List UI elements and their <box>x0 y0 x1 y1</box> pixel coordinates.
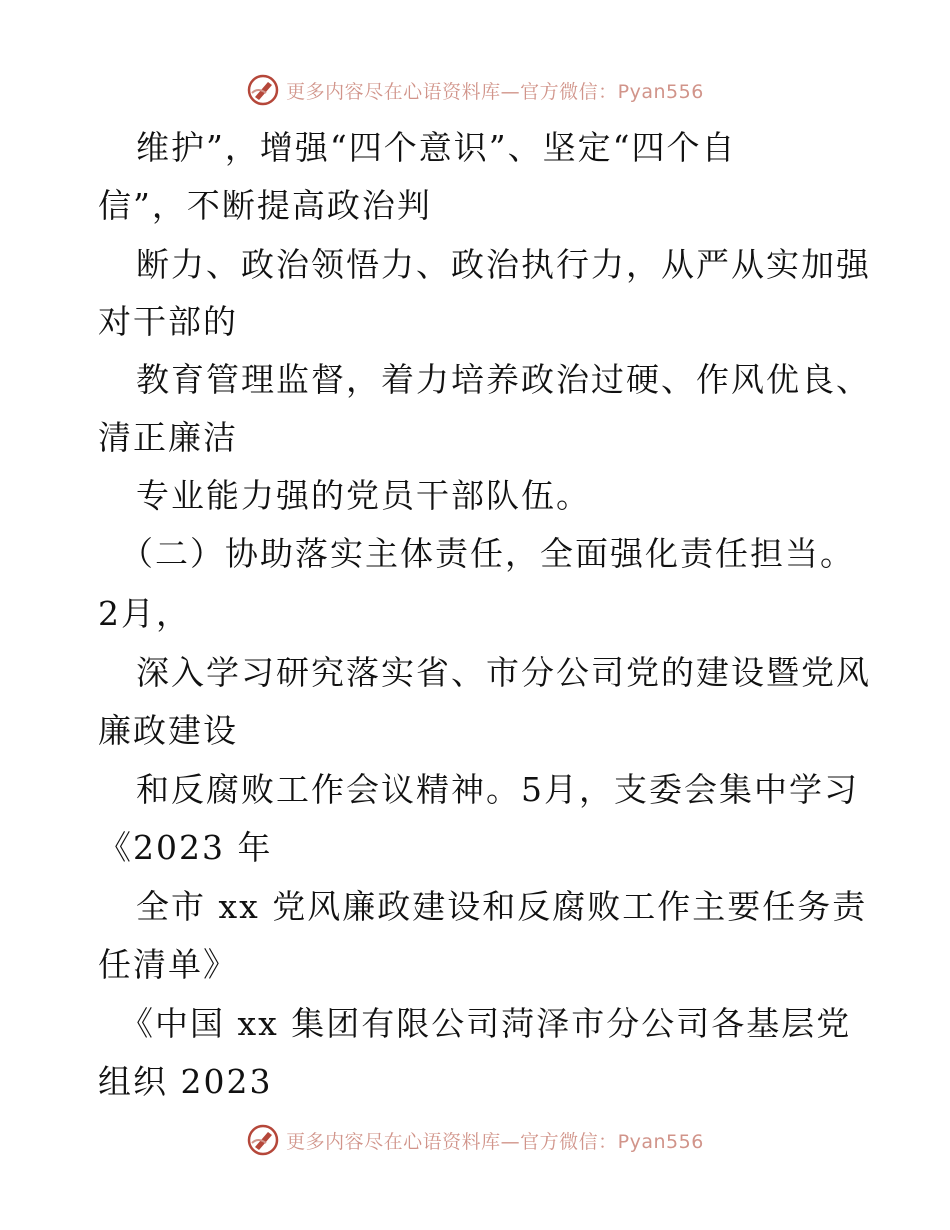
body-line: 对干部的 <box>98 302 238 341</box>
footer-watermark-banner <box>0 1120 950 1160</box>
body-line: 教育管理监督，着力培养政治过硬、作风优良、 <box>136 360 871 399</box>
body-line: 和反腐败工作会议精神。5月，支委会集中学习 <box>136 770 859 809</box>
body-line: 深入学习研究落实省、市分公司党的建设暨党风 <box>136 653 871 692</box>
footer-watermark-text: 更多内容尽在心语资料库—官方微信：Pyan556 <box>286 1130 704 1153</box>
body-line: 组织 2023 <box>98 1062 273 1101</box>
body-line: 全市 xx 党风廉政建设和反腐败工作主要任务责 <box>136 887 868 926</box>
header-watermark-text: 更多内容尽在心语资料库—官方微信：Pyan556 <box>286 80 704 103</box>
body-line: 《中国 xx 集团有限公司菏泽市分公司各基层党 <box>120 1004 852 1043</box>
body-line: 廉政建设 <box>98 711 238 750</box>
body-line: 信”，不断提高政治判 <box>98 186 432 225</box>
body-line: 《2023 年 <box>98 828 273 867</box>
body-line: 断力、政治领悟力、政治执行力，从严从实加强 <box>136 245 871 284</box>
section-heading: （二）协助落实主体责任，全面强化责任担当。 <box>120 534 855 573</box>
body-line: 清正廉洁 <box>98 418 238 457</box>
body-line: 任清单》 <box>98 945 238 984</box>
body-line: 专业能力强的党员干部队伍。 <box>136 476 591 515</box>
body-line: 维护”，增强“四个意识”、坚定“四个自 <box>136 128 737 167</box>
pen-emblem-icon <box>246 1123 280 1157</box>
body-line: 2月， <box>98 594 191 633</box>
